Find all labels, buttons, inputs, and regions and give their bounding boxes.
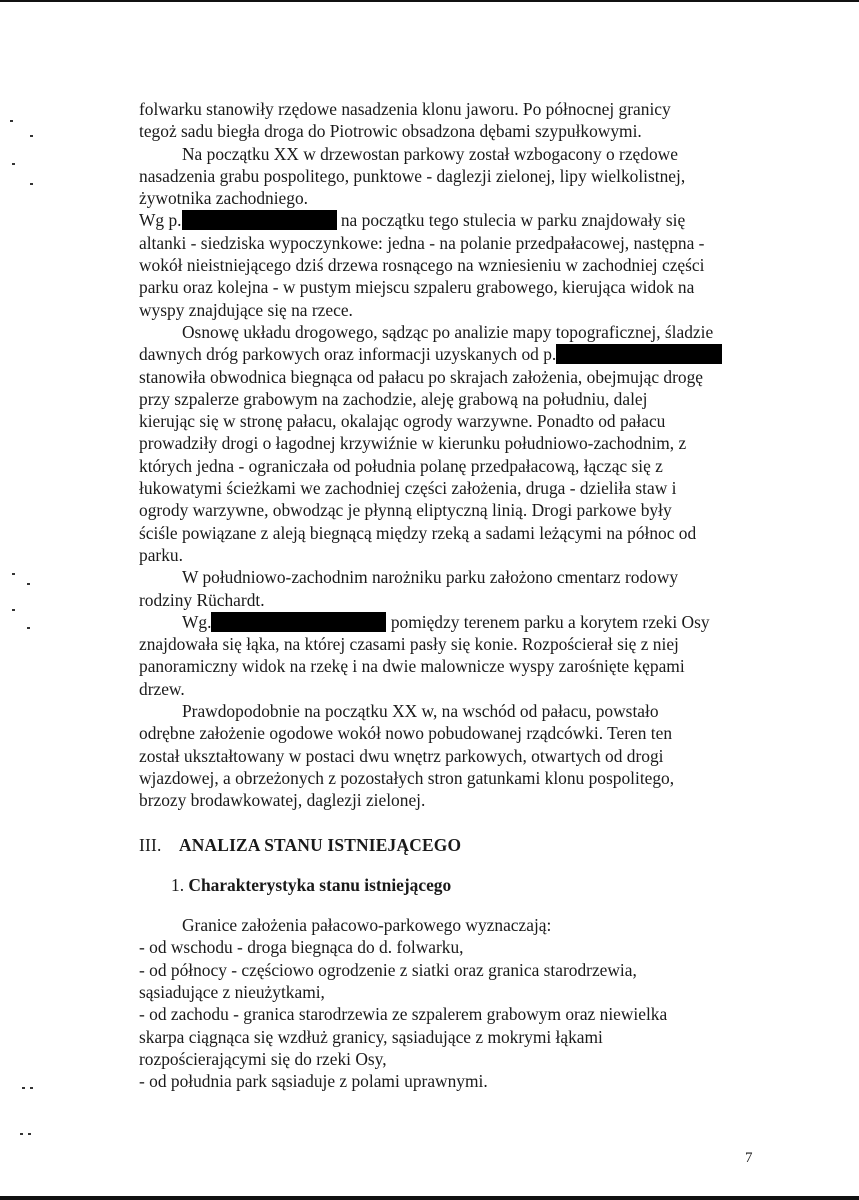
text-line: parku oraz kolejna - w pustym miejscu szpaleru grabowego, kierująca widok na: [139, 277, 695, 298]
text-line: na początku tego stulecia w parku znajdowały się: [336, 210, 686, 231]
text-line: parku.: [139, 544, 183, 565]
scan-speck: [30, 135, 33, 137]
boundaries-intro: [139, 914, 764, 936]
text-line: których jedna - ograniczała od południa polanę przedpałacową, łącząc się z: [139, 455, 663, 476]
list-item: - od południa park sąsiaduje z polami uprawnymi.: [139, 1071, 488, 1092]
list-item: - od północy - częściowo ogrodzenie z siatki oraz granica starodrzewia,: [139, 959, 637, 980]
redaction-box: [182, 210, 337, 230]
list-item: sąsiadujące z nieużytkami,: [139, 981, 325, 1002]
text-line: drzew.: [139, 678, 185, 699]
text-line: dawnych dróg parkowych oraz informacji uzyskanych od p.: [139, 344, 557, 365]
list-item: skarpa ciągnąca się wzdłuż granicy, sąsiadujące z mokrymi łąkami: [139, 1026, 603, 1047]
scan-speck: [12, 609, 15, 611]
text-line: przy szpalerze grabowym na zachodzie, aleję grabową na południu, dalej: [139, 388, 648, 409]
page-number: 7: [745, 1150, 753, 1166]
scan-speck: [10, 120, 13, 122]
text-line: wyspy znajdujące się na rzece.: [139, 299, 353, 320]
scan-speck: [12, 163, 15, 165]
text-line: Osnowę układu drogowego, sądząc po analizie mapy topograficznej, śladzie: [182, 321, 714, 342]
text-line: ogrody warzywne, obwodząc je płynną eliptyczną linią. Drogi parkowe były: [139, 500, 672, 521]
scan-top-edge: [0, 0, 859, 2]
text-line: prowadziły drogi o łagodnej krzywiźnie w kierunku południowo-zachodnim, z: [139, 433, 687, 454]
scan-speck: [20, 1133, 23, 1135]
text-line: tegoż sadu biegła droga do Piotrowic obsadzona dębami szypułkowymi.: [139, 121, 642, 142]
scan-speck: [30, 1087, 33, 1089]
text-line: łukowatymi ścieżkami we zachodniej części założenia, druga - dzieliła staw i: [139, 478, 677, 499]
text-line: pomiędzy terenem parku a korytem rzeki Osy: [386, 611, 710, 632]
text-line: został ukształtowany w postaci dwu wnętrz parkowych, otwartych od drogi: [139, 745, 664, 766]
text-line: żywotnika zachodniego.: [139, 188, 309, 209]
text-line: brzozy brodawkowatej, daglezji zielonej.: [139, 790, 426, 811]
scan-speck: [28, 1133, 31, 1135]
paragraph-7: [139, 700, 764, 811]
section-number: III.: [139, 834, 162, 855]
text-line: rodziny Rüchardt.: [139, 589, 265, 610]
section-heading: [139, 834, 764, 856]
boundaries-list: [139, 936, 764, 1092]
document-body: [139, 98, 764, 1092]
paragraph-6-cont: [139, 633, 764, 700]
paragraph-1: [139, 98, 764, 143]
text-line: kierując się w stronę pałacu, okalając ogrody warzywne. Ponadto od pałacu: [139, 411, 666, 432]
list-item: rozpościerającymi się do rzeki Osy,: [139, 1048, 387, 1069]
text-line: znajdowała się łąka, na której czasami pasły się konie. Rozpościerał się z niej: [139, 634, 679, 655]
scan-speck: [12, 573, 15, 575]
text-line: Wg.: [182, 611, 212, 632]
redaction-box: [211, 612, 386, 632]
list-item: - od zachodu - granica starodrzewia ze szpalerem grabowym oraz niewielka: [139, 1004, 668, 1025]
scan-speck: [22, 1087, 25, 1089]
text-line: folwarku stanowiły rzędowe nasadzenia klonu jaworu. Po północnej granicy: [139, 99, 671, 119]
text-line: stanowiła obwodnica biegnąca od pałacu po skrajach założenia, obejmując drogę: [139, 366, 703, 387]
text-line: nasadzenia grabu pospolitego, punktowe - daglezji zielonej, lipy wielkolistnej,: [139, 165, 686, 186]
text-line: odrębne założenie ogodowe wokół nowo pobudowanej rządcówki. Teren ten: [139, 723, 673, 744]
scan-bottom-edge: [0, 1196, 859, 1200]
text-line: wjazdowej, a obrzeżonych z pozostałych stron gatunkami klonu pospolitego,: [139, 767, 675, 788]
text-line: W południowo-zachodnim narożniku parku założono cmentarz rodowy: [182, 567, 679, 588]
section-title: ANALIZA STANU ISTNIEJĄCEGO: [179, 834, 462, 855]
subsection-number: 1.: [171, 874, 185, 895]
paragraph-4: [139, 321, 764, 566]
subsection-title: Charakterystyka stanu istniejącego: [188, 874, 452, 895]
paragraph-6: [139, 611, 764, 633]
text-line: panoramiczny widok na rzekę i na dwie malownicze wyspy zarośnięte kępami: [139, 656, 685, 677]
paragraph-3: [139, 209, 764, 320]
paragraph-5: [139, 566, 764, 611]
list-item: - od wschodu - droga biegnąca do d. folwarku,: [139, 937, 464, 958]
text-line: Prawdopodobnie na początku XX w, na wschód od pałacu, powstało: [182, 701, 659, 722]
text-line: ściśle powiązane z aleją biegnącą między rzeką a sadami leżącymi na północ od: [139, 522, 697, 543]
text-line: Wg p.: [139, 210, 182, 231]
scan-speck: [27, 627, 30, 629]
subsection-heading: [139, 874, 764, 896]
redaction-box: [556, 344, 722, 364]
scan-speck: [30, 183, 33, 185]
text-line: wokół nieistniejącego dziś drzewa rosnącego na wzniesieniu w zachodniej części: [139, 255, 705, 276]
text-line: Na początku XX w drzewostan parkowy został wzbogacony o rzędowe: [182, 143, 678, 164]
scan-speck: [27, 583, 30, 585]
text-line: altanki - siedziska wypoczynkowe: jedna - na polanie przedpałacowej, następna -: [139, 232, 705, 253]
paragraph-2: [139, 143, 764, 210]
text-line: Granice założenia pałacowo-parkowego wyznaczają:: [182, 915, 552, 936]
